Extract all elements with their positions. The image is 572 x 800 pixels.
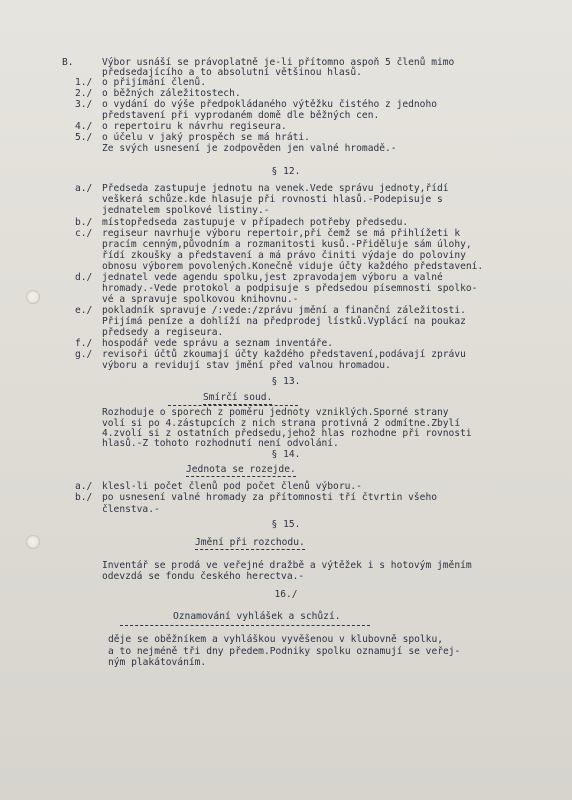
s14-text: klesl-li počet členů pod počet členů výboru.-: [102, 481, 362, 492]
s12-text: obnosu výborem povolených.Konečně viduje účty každého představení.: [102, 261, 484, 272]
s12-text: Předseda zastupuje jednotu na venek.Vede správu jednoty,řídí: [102, 183, 449, 194]
s13-text: volí si po 4.zástupcích z nich strana protivná 2 odmítne.Zbylí: [102, 418, 461, 429]
s12-text: revisoři účtů zkoumají účty každého představení,podávají zprávu: [102, 349, 466, 360]
section-13-title: Smírčí soud.: [203, 392, 273, 403]
section-15-title: Jmění při rozchodu.: [195, 537, 305, 548]
s13-text: hlasů.-Z tohoto rozhodnutí není odvolání.: [102, 438, 339, 449]
section-13-heading: § 13.: [271, 376, 301, 387]
s12-text: regiseur navrhuje výboru repertoir,při čemž se má přihlížeti k: [102, 228, 461, 239]
s12-text: místopředseda zastupuje v případech potřeby předsedu.: [102, 217, 409, 228]
section-16-heading: 16./: [274, 589, 298, 600]
s16-text: a to nejméně tři dny předem.Podniky spolku oznamují se veřej-: [108, 646, 461, 657]
s12-text: jednatelem spolkové listiny.-: [102, 205, 270, 216]
section-12-heading: § 12.: [271, 166, 301, 177]
s14-marker: b./: [75, 492, 93, 503]
s12-text: veškerá schůze.kde hlasuje při rovnosti hlasů.-Podepisuje s: [102, 194, 443, 205]
list1-marker: 5./: [75, 132, 93, 143]
list1-marker: 2./: [75, 88, 93, 99]
section-b-marker: B.: [62, 57, 74, 68]
s12-text: hospodář vede správu a seznam inventáře.: [102, 338, 334, 349]
list1-text: o účelu v jaký prospěch se má hráti.: [102, 132, 310, 143]
list1-marker: 3./: [75, 99, 93, 110]
punch-hole-bottom: [26, 535, 40, 549]
intro-line-2: předsedajícího a to absolutní většinou hlasů.: [102, 67, 362, 78]
title-underline: [120, 625, 370, 626]
s12-marker: c./: [75, 228, 93, 239]
s12-text: pracím cenným,původním a rozmanitosti kusů.-Přiděluje sám úlohy,: [102, 239, 472, 250]
section-16-title: Oznamování vyhlášek a schůzí.: [173, 611, 341, 622]
s12-text: výboru a revidují stav jmění před valnou hromadou.: [102, 360, 391, 371]
s12-text: jednatel vede agendu spolku,jest zpravodajem výboru a valné: [102, 272, 443, 283]
section-14-heading: § 14.: [271, 449, 301, 460]
s14-text: po usnesení valné hromady za přítomnosti tří čtvrtin všeho: [102, 492, 438, 503]
list1-text: Ze svých usnesení je zodpověden jen valné hromadě.-: [102, 143, 397, 154]
s12-text: vé a spravuje spolkovou knihovnu.-: [102, 294, 299, 305]
s12-text: řídí zkoušky a představení a má právo činiti výdaje do poloviny: [102, 250, 466, 261]
s12-text: pokladník spravuje /:vede:/zprávu jmění a finanční záležitosti.: [102, 305, 466, 316]
section-14-title: Jednota se rozejde.: [186, 464, 296, 475]
title-underline: [168, 405, 298, 406]
list1-text: o vydání do výše předpokládaného výtěžku čistého z jednoho: [102, 99, 438, 110]
s12-marker: d./: [75, 272, 93, 283]
s12-text: předsedy a regiseura.: [102, 327, 224, 338]
list1-text: o běžných záležitostech.: [102, 88, 241, 99]
s16-text: děje se oběžníkem a vyhláškou vyvěšenou v klubovně spolku,: [108, 634, 444, 645]
intro-line-1: Výbor usnáší se právoplatně je-li přítomno aspoň 5 členů mimo: [102, 57, 455, 68]
list1-text: o přijímání členů.: [102, 77, 206, 88]
punch-hole-top: [26, 290, 40, 304]
s15-text: odevzdá se fondu českého herectva.-: [102, 571, 305, 582]
list1-marker: 1./: [75, 77, 93, 88]
s12-marker: b./: [75, 217, 93, 228]
s14-marker: a./: [75, 481, 93, 492]
s13-text: Rozhoduje o sporech z poměru jednoty vzniklých.Sporné strany: [102, 407, 449, 418]
s15-text: Inventář se prodá ve veřejné dražbě a výtěžek i s hotovým jměním: [102, 560, 472, 571]
s12-marker: e./: [75, 305, 93, 316]
s12-marker: a./: [75, 183, 93, 194]
s12-marker: g./: [75, 349, 93, 360]
section-15-heading: § 15.: [271, 519, 301, 530]
s12-text: hromady.-Vede protokol a podpisuje s předsedou písemnosti spolko-: [102, 283, 478, 294]
s16-text: ným plakátováním.: [108, 657, 207, 668]
list1-text: o repertoiru k návrhu regiseura.: [102, 121, 287, 132]
list1-text: představení při vyprodaném domě dle běžných cen.: [102, 110, 380, 121]
s13-text: 4.zvolí si z ostatních předsedu,jehož hlas rozhodne při rovnosti: [102, 428, 472, 439]
s12-marker: f./: [75, 338, 93, 349]
s12-text: Přijímá peníze a dohlíží na předprodej lístků.Vyplácí na poukaz: [102, 316, 466, 327]
list1-marker: 4./: [75, 121, 93, 132]
s14-text: členstva.-: [102, 504, 160, 515]
